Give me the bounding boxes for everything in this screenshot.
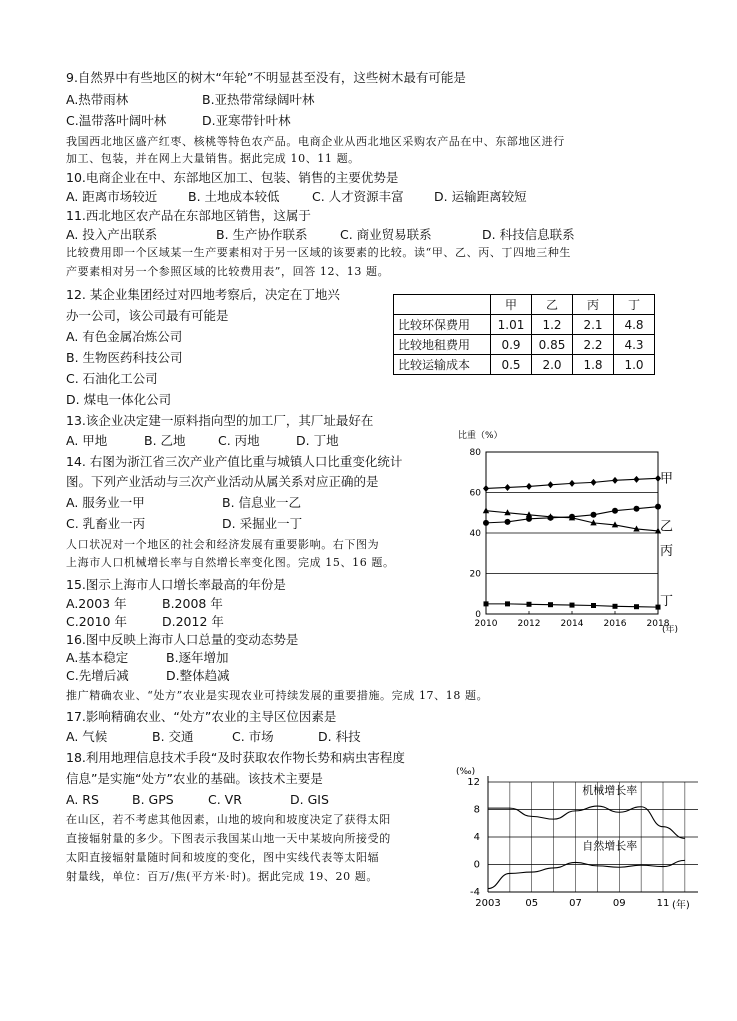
material-5-line-4: 射量线，单位：百万/焦(平方米·时)。据此完成 19、20 题。: [66, 870, 378, 883]
chart2-ytick-label: 4: [473, 832, 480, 843]
chart1-xtick-label: 2012: [517, 619, 541, 629]
chart1-point: [527, 602, 532, 607]
chart1-point: [483, 485, 489, 492]
q17-stem: 17.影响精确农业、“处方”农业的主导区位因素是: [66, 709, 337, 724]
chart1-point: [548, 602, 553, 607]
chart1-point: [634, 476, 640, 483]
q9-option-b: B.亚热带常绿阔叶林: [202, 92, 315, 107]
q15-option-c: C.2010 年: [66, 614, 127, 629]
table-cell: 1.8: [573, 355, 614, 375]
q18-stem-line-2: 信息”是实施“处方”农业的基础。该技术主要是: [66, 771, 323, 786]
q12-option-b: B. 生物医药科技公司: [66, 350, 183, 365]
chart2-series-label: 自然增长率: [582, 839, 638, 853]
chart1-xtick-label: 2014: [560, 619, 584, 629]
material-3-line-1: 人口状况对一个地区的社会和经济发展有重要影响。右下图为: [66, 538, 380, 551]
material-2-line-2: 产要素相对另一个参照区域的比较费用表”，回答 12、13 题。: [66, 265, 390, 278]
chart2-xtick-label: 2003: [475, 898, 501, 909]
material-2-line-1: 比较费用即一个区域某一生产要素相对于另一区域的该要素的比较。读“甲、乙、丙、丁四地三种生: [66, 246, 572, 259]
cost-comparison-table: [393, 294, 655, 375]
chart1-series-label: 甲: [660, 471, 674, 487]
q18-option-a: A. RS: [66, 792, 99, 807]
chart1-series-label: 丁: [660, 594, 674, 610]
chart1-point: [634, 506, 640, 512]
q16-stem: 16.图中反映上海市人口总量的变动态势是: [66, 632, 299, 647]
chart2-xtick-label: 07: [569, 898, 582, 909]
chart1-point: [612, 477, 618, 484]
q12-stem-line-1: 12. 某企业集团经过对四地考察后，决定在丁地兴: [66, 287, 340, 302]
q11-option-a: A. 投入产出联系: [66, 227, 158, 242]
q10-option-d: D. 运输距离较短: [434, 189, 527, 204]
q18-option-c: C. VR: [208, 792, 242, 807]
chart1-point: [591, 479, 597, 486]
table-cell: 4.8: [614, 315, 655, 335]
table-header-row: [394, 295, 655, 315]
chart1-point: [612, 508, 618, 514]
table-row-label: 比较运输成本: [394, 355, 491, 375]
q11-option-d: D. 科技信息联系: [482, 227, 575, 242]
q10-option-c: C. 人才资源丰富: [312, 189, 404, 204]
q18-option-b: B. GPS: [132, 792, 174, 807]
table-header-cell: 丙: [573, 295, 614, 315]
chart1-point: [634, 604, 639, 609]
q17-option-d: D. 科技: [318, 729, 361, 744]
material-5-line-2: 直接辐射量的多少。下图表示我国某山地一天中某坡向所接受的: [66, 832, 391, 845]
material-5-line-1: 在山区，若不考虑其他因素，山地的坡向和坡度决定了获得太阳: [66, 813, 391, 826]
chart2-ytick-label: 0: [473, 859, 480, 871]
industry-share-chart: [450, 422, 690, 638]
q14-option-d: D. 采掘业一丁: [222, 516, 303, 531]
q14-option-c: C. 乳畜业一丙: [66, 516, 146, 531]
table-cell: 1.2: [532, 315, 573, 335]
chart1-point: [591, 512, 597, 518]
chart1-ytick-label: 0: [475, 610, 481, 620]
q14-stem-line-1: 14. 右图为浙江省三次产业产值比重与城镇人口比重变化统计: [66, 454, 403, 469]
chart1-point: [505, 484, 511, 491]
q9-option-d: D.亚寒带针叶林: [202, 113, 291, 128]
population-growth-chart: [452, 760, 708, 916]
q10-stem: 10.电商企业在中、东部地区加工、包装、销售的主要优势是: [66, 170, 399, 185]
material-3-line-2: 上海市人口机械增长率与自然增长率变化图。完成 15、16 题。: [66, 556, 395, 569]
q13-option-d: D. 丁地: [296, 433, 339, 448]
chart1-ytick-label: 80: [469, 448, 481, 458]
q13-option-a: A. 甲地: [66, 433, 108, 448]
q17-option-c: C. 市场: [232, 729, 274, 744]
q9-option-a: A.热带雨林: [66, 92, 129, 107]
q15-option-d: D.2012 年: [162, 614, 224, 629]
chart2-ytick-label: 8: [473, 804, 480, 816]
chart1-xtick-label: 2018: [646, 619, 670, 629]
chart1-point: [526, 483, 532, 490]
q9-option-c: C.温带落叶阔叶林: [66, 113, 167, 128]
chart1-point: [613, 604, 618, 609]
q15-option-a: A.2003 年: [66, 596, 127, 611]
chart1-point: [655, 504, 661, 510]
table-row: [394, 335, 655, 355]
material-5-line-3: 太阳直接辐射量随时间和坡度的变化，图中实线代表等太阳辐: [66, 851, 380, 864]
table-header-cell: 乙: [532, 295, 573, 315]
table-header-cell: 丁: [614, 295, 655, 315]
q18-stem-line-1: 18.利用地理信息技术手段“及时获取农作物长势和病虫害程度: [66, 750, 405, 765]
q14-option-b: B. 信息业一乙: [222, 495, 302, 510]
chart1-ytick-label: 20: [469, 569, 481, 580]
table-cell: 1.0: [614, 355, 655, 375]
chart1-point: [483, 520, 489, 526]
chart2-xlabel: (年): [672, 900, 690, 911]
chart1-point: [591, 603, 596, 608]
table-cell: 0.85: [532, 335, 573, 355]
q13-option-b: B. 乙地: [144, 433, 186, 448]
q12-option-d: D. 煤电一体化公司: [66, 392, 172, 407]
chart1-point: [505, 601, 510, 606]
q12-stem-line-2: 办一公司，该公司最有可能是: [66, 308, 229, 323]
chart2-series-label: 机械增长率: [582, 784, 638, 797]
chart2-ylabel: (‰): [456, 767, 476, 777]
chart2-series-line: [488, 806, 685, 838]
table-cell: 2.2: [573, 335, 614, 355]
chart1-xtick-label: 2016: [603, 619, 627, 629]
q16-option-b: B.逐年增加: [166, 650, 229, 665]
material-1-line-2: 加工、包装，并在网上大量销售。据此完成 10、11 题。: [66, 152, 360, 165]
table-header-cell: 甲: [491, 295, 532, 315]
chart2-xtick-label: 11: [656, 898, 670, 909]
chart2-xtick-label: 05: [525, 898, 539, 909]
q15-stem: 15.图示上海市人口增长率最高的年份是: [66, 577, 286, 592]
q10-option-b: B. 土地成本较低: [188, 189, 280, 204]
q11-option-b: B. 生产协作联系: [216, 227, 308, 242]
chart2-ytick-label: -4: [470, 887, 480, 898]
table-cell: 1.01: [491, 315, 532, 335]
table-row-label: 比较环保费用: [394, 315, 491, 335]
q12-option-a: A. 有色金属冶炼公司: [66, 329, 183, 344]
chart1-ylabel: 比重（%）: [458, 431, 503, 441]
table-cell: 4.3: [614, 335, 655, 355]
q16-option-a: A.基本稳定: [66, 650, 129, 665]
chart2-ytick-label: 12: [467, 777, 480, 788]
chart1-xlabel: (年): [662, 625, 679, 635]
chart1-point: [483, 507, 489, 513]
table-header-cell: [394, 295, 491, 315]
material-1-line-1: 我国西北地区盛产红枣、核桃等特色农产品。电商企业从西北地区采购农产品在中、东部地区进行: [66, 135, 565, 148]
table-row: [394, 315, 655, 335]
q9-stem: 9.自然界中有些地区的树木“年轮”不明显甚至没有，这些树木最有可能是: [66, 70, 466, 85]
q17-option-b: B. 交通: [152, 729, 194, 744]
q10-option-a: A. 距离市场较近: [66, 189, 158, 204]
chart1-ytick-label: 40: [469, 529, 481, 539]
chart1-point: [570, 603, 575, 608]
table-cell: 2.1: [573, 315, 614, 335]
q15-option-b: B.2008 年: [162, 596, 223, 611]
chart1-point: [505, 519, 511, 525]
chart1-series-label: 乙: [660, 519, 674, 535]
q14-stem-line-2: 图。下列产业活动与三次产业活动从属关系对应正确的是: [66, 474, 379, 489]
table-row-label: 比较地租费用: [394, 335, 491, 355]
q18-option-d: D. GIS: [290, 792, 329, 807]
chart1-point: [569, 480, 575, 487]
chart1-point: [548, 481, 554, 488]
table-row: [394, 355, 655, 375]
chart1-ytick-label: 60: [469, 488, 481, 499]
chart1-series-label: 丙: [660, 543, 674, 559]
material-4-line-1: 推广精确农业、“处方”农业是实现农业可持续发展的重要措施。完成 17、18 题。: [66, 689, 489, 702]
table-cell: 0.5: [491, 355, 532, 375]
q12-option-c: C. 石油化工公司: [66, 371, 158, 386]
q13-stem: 13.该企业决定建一原料指向型的加工厂，其厂址最好在: [66, 413, 374, 428]
table-cell: 2.0: [532, 355, 573, 375]
q11-stem: 11.西北地区农产品在东部地区销售，这属于: [66, 208, 311, 223]
table-cell: 0.9: [491, 335, 532, 355]
q13-option-c: C. 丙地: [218, 433, 260, 448]
chart2-xtick-label: 09: [612, 898, 626, 909]
q17-option-a: A. 气候: [66, 729, 108, 744]
chart1-xtick-label: 2010: [474, 619, 498, 629]
q14-option-a: A. 服务业一甲: [66, 495, 145, 510]
q16-option-c: C.先增后减: [66, 668, 129, 683]
chart1-point: [484, 601, 489, 606]
q11-option-c: C. 商业贸易联系: [340, 227, 432, 242]
q16-option-d: D.整体趋减: [166, 668, 230, 683]
